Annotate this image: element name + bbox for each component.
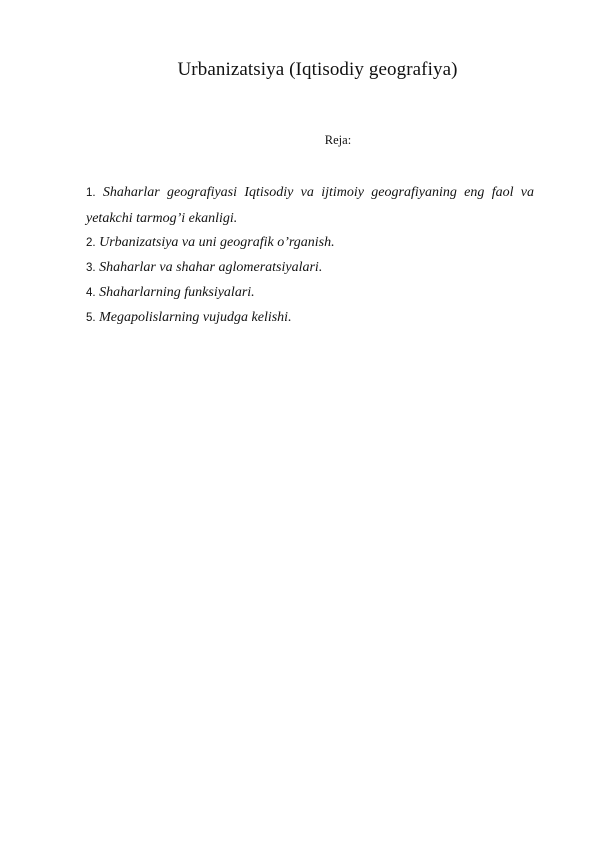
plan-item-number: 5.: [86, 312, 96, 324]
plan-item-text: Megapolislarning vujudga kelishi.: [99, 310, 292, 325]
plan-heading: Reja:: [324, 133, 352, 147]
document-title: Urbanizatsiya (Iqtisodiy geografiya): [177, 59, 458, 80]
plan-item-number: 2.: [86, 237, 96, 249]
plan-list: [86, 180, 534, 330]
plan-item-number: 1.: [86, 187, 96, 199]
plan-item-3: [86, 255, 534, 280]
plan-item-number: 4.: [86, 287, 96, 299]
plan-item-text: Shaharlar geografiyasi Iqtisodiy va ijtimoiy geografiyaning eng faol va yetakchi tarmog’i ekanligi.: [86, 185, 535, 226]
plan-item-1: [86, 180, 534, 230]
plan-item-text: Shaharlarning funksiyalari.: [99, 285, 255, 300]
plan-item-text: Urbanizatsiya va uni geografik o’rganish.: [99, 235, 335, 250]
plan-item-4: [86, 280, 534, 305]
plan-item-number: 3.: [86, 262, 96, 274]
plan-item-2: [86, 230, 534, 255]
plan-item-text: Shaharlar va shahar aglomeratsiyalari.: [99, 260, 323, 275]
plan-item-5: [86, 305, 534, 330]
